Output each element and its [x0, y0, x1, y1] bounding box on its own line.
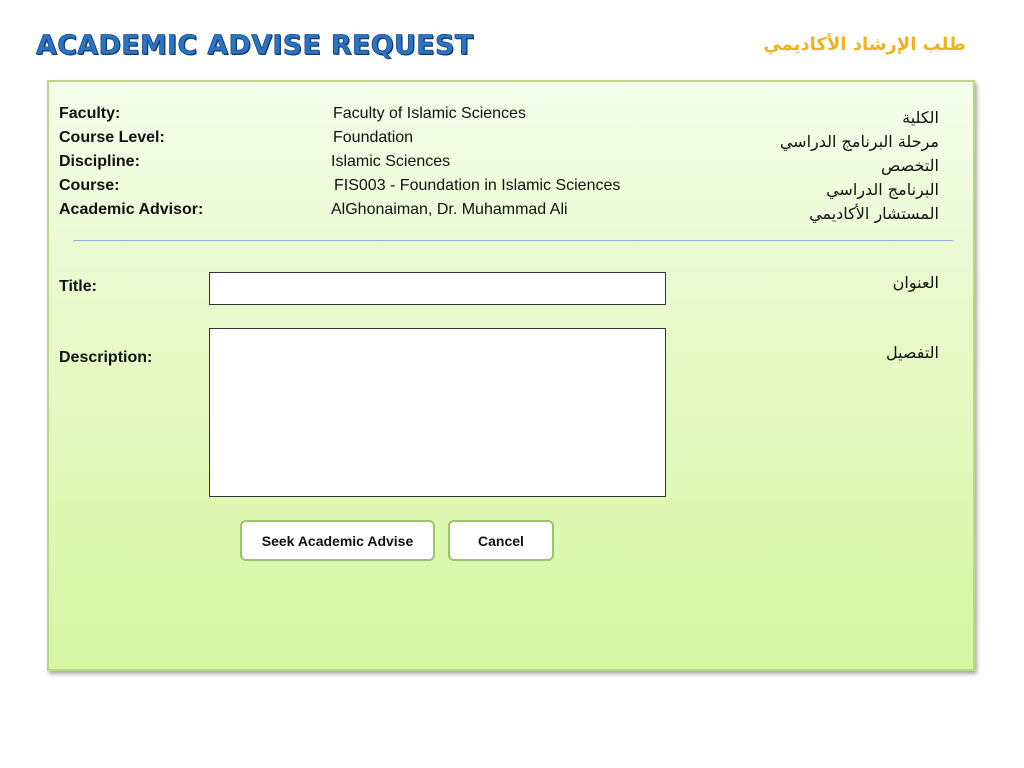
description-textarea[interactable]	[209, 328, 666, 497]
request-form-panel	[47, 80, 975, 671]
description-label-arabic: التفصيل	[885, 343, 939, 362]
title-label: Title:	[59, 278, 97, 295]
course-label: Course:	[59, 177, 120, 194]
faculty-value: Faculty of Islamic Sciences	[333, 105, 526, 122]
page-title: ACADEMIC ADVISE REQUEST	[36, 30, 474, 61]
info-labels-arabic	[780, 106, 939, 226]
academic-advisor-label-arabic: المستشار الأكاديمي	[809, 204, 939, 223]
course-label-arabic: البرنامج الدراسي	[826, 180, 939, 199]
academic-advisor-label: Academic Advisor:	[59, 201, 204, 218]
faculty-label-arabic: الكلية	[902, 108, 939, 127]
discipline-value: Islamic Sciences	[331, 153, 451, 170]
info-labels	[59, 102, 203, 222]
info-values	[333, 102, 620, 222]
seek-academic-advise-button[interactable]: Seek Academic Advise	[240, 520, 435, 561]
academic-advisor-value: AlGhonaiman, Dr. Muhammad Ali	[331, 201, 568, 218]
course-level-label: Course Level:	[59, 129, 165, 146]
cancel-button[interactable]: Cancel	[448, 520, 554, 561]
title-input[interactable]	[209, 272, 666, 305]
discipline-label: Discipline:	[59, 153, 140, 170]
description-label: Description:	[59, 349, 153, 366]
page-title-arabic: طلب الإرشاد الأكاديمي	[763, 34, 966, 55]
section-divider	[73, 240, 953, 241]
course-level-label-arabic: مرحلة البرنامج الدراسي	[779, 132, 939, 151]
title-label-arabic: العنوان	[892, 273, 939, 292]
faculty-label: Faculty:	[59, 105, 121, 122]
course-level-value: Foundation	[333, 129, 414, 146]
course-value: FIS003 - Foundation in Islamic Sciences	[334, 177, 621, 194]
discipline-label-arabic: التخصص	[881, 156, 939, 175]
